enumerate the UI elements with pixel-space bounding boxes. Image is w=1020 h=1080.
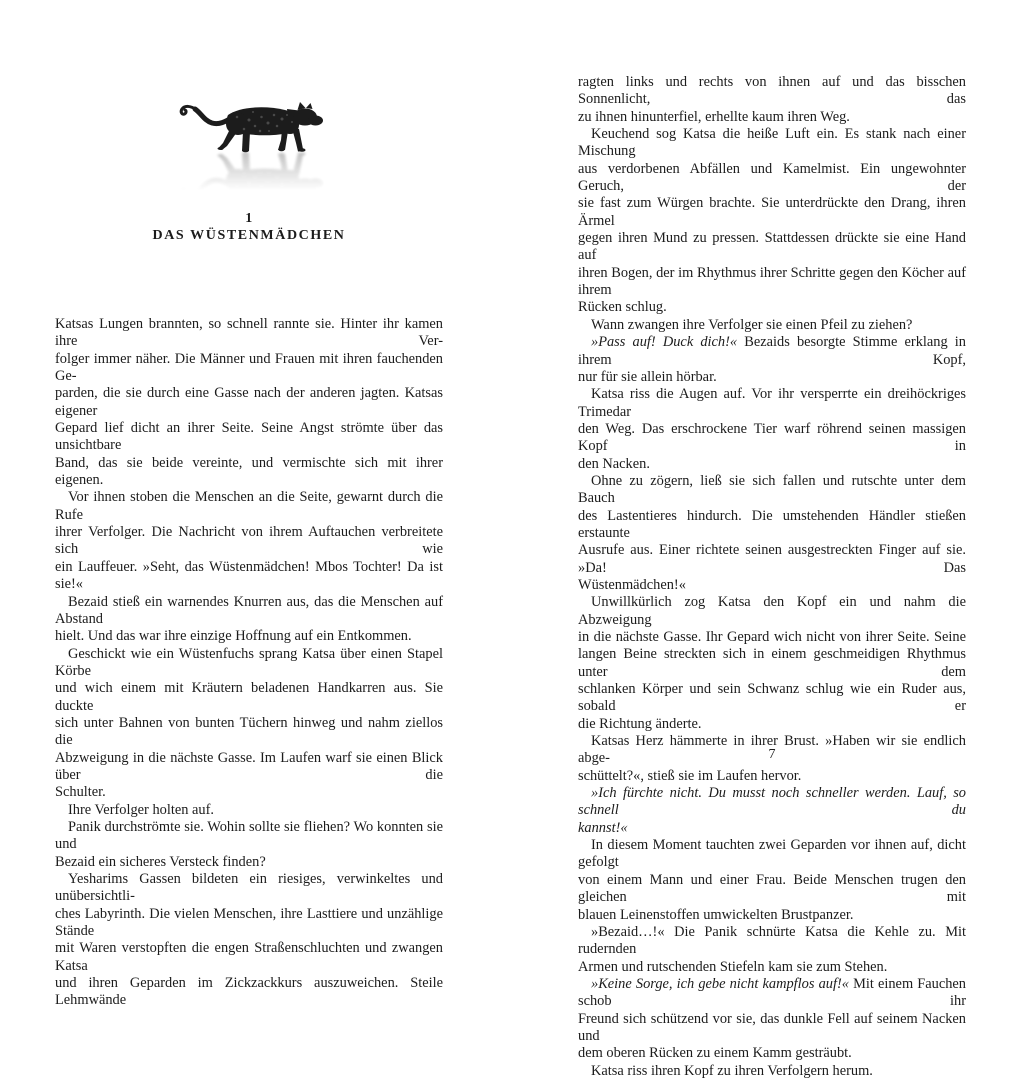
text-line [55,628,443,645]
text-line [55,594,443,629]
paragraph [578,924,966,976]
text-line [578,681,966,716]
text-line [578,716,966,733]
text-segment: ihren Bogen, der im Rhythmus ihrer Schritte gegen den Köcher auf ihrem [578,264,966,299]
text-segment: schlanken Körper und sein Schwanz schlug wie ein Ruder aus, sobald er [578,681,966,715]
leopard-icon [174,100,324,155]
text-segment: Wüstenmädchen!« [578,576,686,593]
text-line [578,386,966,421]
italic-text-segment: »Ich fürchte nicht. Du musst noch schneller werden. Lauf, so schnell du [578,785,966,819]
text-segment: Rücken schlug. [578,299,667,316]
text-segment: In diesem Moment tauchten zwei Geparden vor ihnen auf, dicht gefolgt [578,837,966,871]
text-segment: Unwillkürlich zog Katsa den Kopf ein und nahm die Abzweigung [578,594,966,628]
text-segment: zu ihnen hinunterfiel, erhellte kaum ihren Weg. [578,108,850,125]
text-line [578,74,966,109]
page-number: 7 [768,747,776,762]
text-line [578,299,966,316]
text-line [578,161,966,196]
paragraph [55,594,443,646]
text-line [578,265,966,300]
text-line [578,907,966,924]
italic-text-segment: kannst!« [578,819,628,836]
text-line [55,871,443,906]
text-segment: Wann zwangen ihre Verfolger sie einen Pfeil zu ziehen? [591,316,913,333]
leopard-reflection-icon [174,149,324,204]
text-line [55,784,443,801]
text-line [578,195,966,230]
text-segment: parden, die sie durch eine Gasse nach der anderen jagten. Katsas eigener [55,385,443,419]
text-line [578,456,966,473]
text-segment: Katsa riss ihren Kopf zu ihren Verfolgern herum. [591,1062,873,1079]
text-segment: folger immer näher. Die Männer und Frauen mit ihren fauchenden Ge- [55,350,443,385]
text-segment: Abzweigung in die nächste Gasse. Im Laufen warf sie einen Blick über die [55,749,443,783]
text-line [578,230,966,265]
text-line [578,473,966,508]
text-segment: Freund sich schützend vor sie, das dunkle Fell auf seinem Nacken und [578,1010,966,1044]
text-line [578,976,966,1011]
chapter-number: 1 [245,211,253,226]
text-segment: von einem Mann und einer Frau. Beide Menschen trugen den gleichen mit [578,871,966,906]
text-line [55,316,443,351]
text-line [578,1045,966,1062]
text-segment: sie fast zum Würgen brachte. Sie unterdrückte den Drang, ihren Ärmel [578,195,966,229]
paragraph [55,871,443,1010]
text-segment: Mit einem Fauchen schob ihr [578,975,967,1010]
paragraph [578,74,966,126]
paragraph [55,819,443,871]
text-line [578,109,966,126]
text-line [578,508,966,543]
text-line [578,924,966,959]
text-segment: Vor ihnen stoben die Menschen an die Seite, gewarnt durch die Rufe [55,489,443,523]
text-line [578,126,966,161]
text-segment: aus verdorbenen Abfällen und Kamelmist. Ein ungewohnter Geruch, der [578,160,966,195]
text-segment: Ohne zu zögern, ließ sie sich fallen und rutschte unter dem Bauch [578,472,966,507]
text-segment: Ihre Verfolger holten auf. [68,801,214,818]
text-segment: blauen Leinenstoffen umwickelten Brustpanzer. [578,906,854,923]
text-line [55,351,443,386]
text-segment: Panik durchströmte sie. Wohin sollte sie fliehen? Wo konnten sie und [55,818,443,853]
left-page-body-text [55,316,443,1010]
text-segment: mit Waren verstopften die engen Straßenschluchten und zwangen Katsa [55,940,443,974]
text-line [55,559,443,594]
text-segment: »Bezaid…!« Die Panik schnürte Katsa die Kehle zu. Mit rudernden [578,923,966,958]
text-line [578,369,966,386]
text-segment: den Nacken. [578,455,650,472]
paragraph [578,976,966,1063]
text-line [578,334,966,369]
paragraph [55,802,443,819]
text-line [578,542,966,577]
text-segment: Gepard lief dicht an ihrer Seite. Seine Angst strömte über das unsichtbare [55,420,443,454]
text-line [578,820,966,837]
text-line [55,854,443,871]
paragraph [578,594,966,733]
text-line [55,489,443,524]
paragraph [578,386,966,473]
paragraph [578,837,966,924]
text-line [578,317,966,334]
paragraph [578,1063,966,1080]
text-segment: Yesharims Gassen bildeten ein riesiges, verwinkeltes und unübersichtli- [55,871,443,905]
text-segment: und wich einem mit Kräutern beladenen Handkarren aus. Sie duckte [55,680,443,714]
right-page-body-text [578,74,966,1080]
text-segment: Bezaid stieß ein warnendes Knurren aus, das die Menschen auf Abstand [55,593,443,627]
text-line [55,385,443,420]
text-line [55,819,443,854]
text-line [578,629,966,646]
text-line [578,837,966,872]
text-line [55,715,443,750]
text-segment: den Weg. Das erschrockene Tier warf röhrend seinen massigen Kopf in [578,420,966,455]
paragraph [55,646,443,802]
italic-text-segment: »Keine Sorge, ich gebe nicht kampflos auf!« [591,975,849,992]
italic-text-segment: »Pass auf! Duck dich!« [591,334,738,351]
paragraph [578,785,966,837]
text-line [55,680,443,715]
text-line [578,577,966,594]
text-line [55,940,443,975]
text-segment: hielt. Und das war ihre einzige Hoffnung auf ein Entkommen. [55,628,412,645]
text-segment: Armen und rutschenden Stiefeln kam sie zum Stehen. [578,958,888,975]
paragraph [55,489,443,593]
text-line [578,421,966,456]
text-segment: und ihren Geparden im Zickzackkurs auszuweichen. Steile Lehmwände [55,975,443,1009]
text-line [55,420,443,455]
text-segment: Keuchend sog Katsa die heiße Luft ein. Es stank nach einer Mischung [578,126,966,160]
text-line [55,524,443,559]
text-segment: Katsas Herz hämmerte in ihrer Brust. »Haben wir sie endlich abge- [578,733,966,767]
text-line [578,768,966,785]
text-segment: nur für sie allein hörbar. [578,368,717,385]
text-line [578,646,966,681]
text-segment: Ausrufe aus. Einer richtete seinen ausgestreckten Finger auf sie. »Da! Das [578,542,966,576]
paragraph [578,473,966,594]
text-segment: Katsa riss die Augen auf. Vor ihr versperrte ein dreihöckriges Trimedar [578,386,966,420]
chapter-illustration [55,100,443,204]
text-line [55,646,443,681]
text-segment: Bezaid ein sicheres Versteck finden? [55,853,266,870]
text-segment: die Richtung änderte. [578,715,702,732]
paragraph [578,334,966,386]
text-line [55,802,443,819]
text-segment: Schulter. [55,784,106,801]
text-segment: Geschickt wie ein Wüstenfuchs sprang Katsa über einen Stapel Körbe [55,645,443,679]
text-segment: gegen ihren Mund zu pressen. Stattdessen drückte sie eine Hand auf [578,230,966,264]
text-line [55,750,443,785]
text-segment: Band, das sie beide vereinte, und vermischte sich mit ihrer eigenen. [55,454,443,489]
text-segment: ihrer Verfolger. Die Nachricht von ihrem Auftauchen verbreitete sich wie [55,524,443,558]
text-segment: ches Labyrinth. Die vielen Menschen, ihre Lasttiere und unzählige Stände [55,905,443,940]
paragraph [578,317,966,334]
text-segment: sich unter Bahnen von bunten Tüchern hinweg und nahm ziellos die [55,714,443,749]
text-line [578,785,966,820]
text-segment: Katsas Lungen brannten, so schnell rannte sie. Hinter ihr kamen ihre Ver- [55,316,443,350]
paragraph [578,126,966,317]
text-line [55,455,443,490]
text-line [55,975,443,1010]
paragraph [55,316,443,489]
text-line [578,872,966,907]
text-segment: dem oberen Rücken zu einem Kamm gesträubt. [578,1045,852,1062]
text-segment: in die nächste Gasse. Ihr Gepard wich nicht von ihrer Seite. Seine [578,629,966,645]
text-segment: ein Lauffeuer. »Seht, das Wüstenmädchen! Mbos Tochter! Da ist sie!« [55,558,443,593]
text-line [578,1063,966,1080]
chapter-title: DAS WÜSTENMÄDCHEN [152,228,346,243]
text-segment: des Lastentieres hindurch. Die umstehenden Händler stießen erstaunte [578,507,966,541]
text-segment: schüttelt?«, stieß sie im Laufen hervor. [578,767,802,784]
text-line [578,1011,966,1046]
text-segment: ragten links und rechts von ihnen auf und das bisschen Sonnenlicht, das [578,74,966,108]
text-line [578,594,966,629]
text-segment: langen Beine streckten sich in einem geschmeidigen Rhythmus unter dem [578,646,966,680]
text-segment: Bezaids besorgte Stimme erklang in ihrem Kopf, [578,334,967,368]
text-line [55,906,443,941]
text-line [578,959,966,976]
